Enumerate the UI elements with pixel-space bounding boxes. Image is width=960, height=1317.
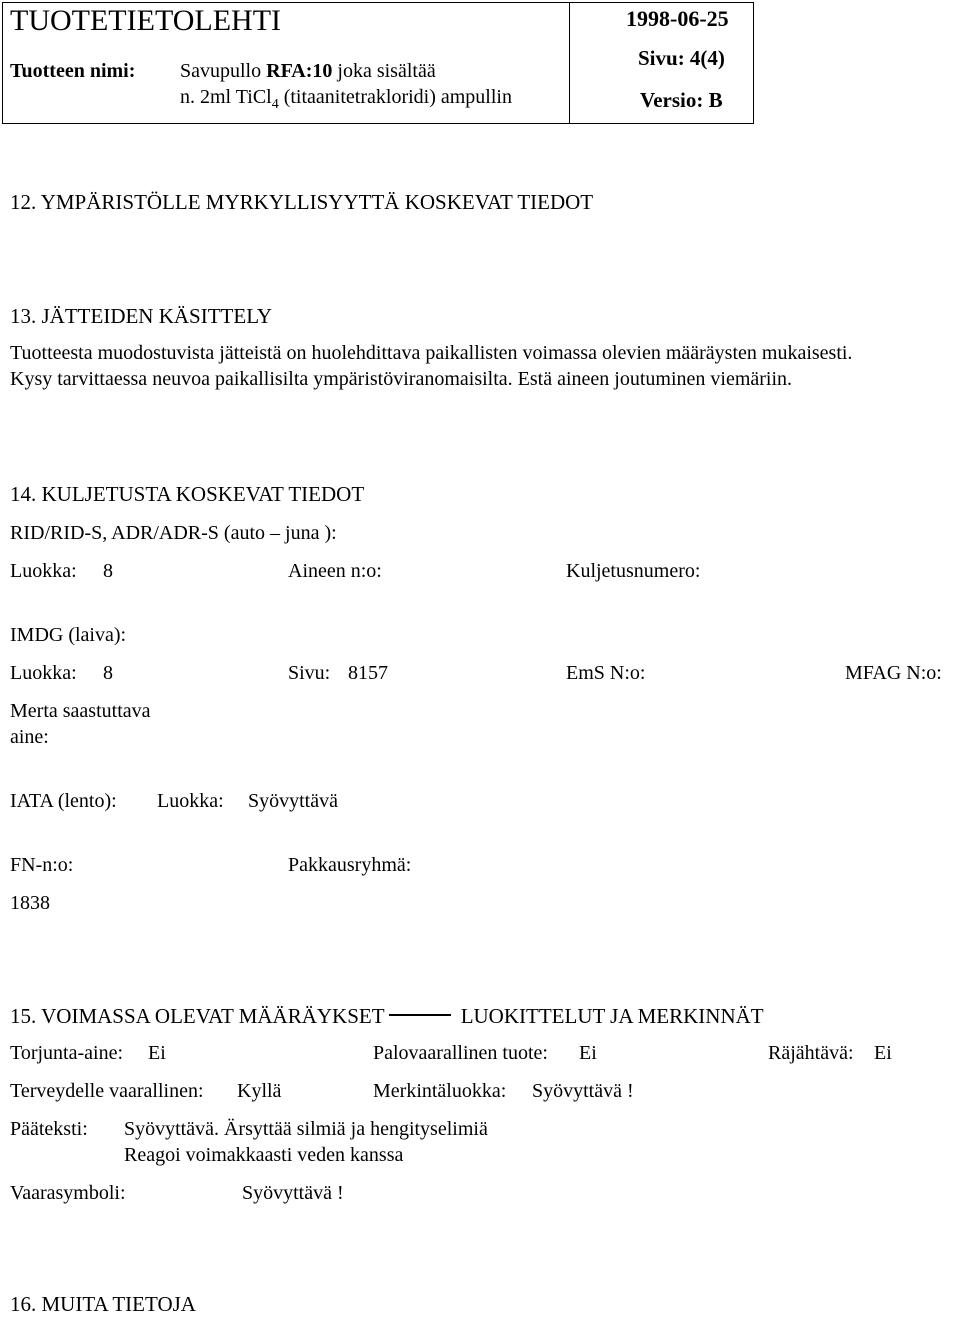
fn-number-value: 1838 [10,892,50,914]
marine-pollutant-label-2: aine: [10,726,49,748]
health-hazard-label: Terveydelle vaarallinen: [10,1080,204,1102]
document-title: TUOTETIETOLEHTI [10,4,282,37]
section-13-line2: Kysy tarvittaessa neuvoa paikallisilta ympäristöviranomaisilta. Estä aineen joutuminen viemäriin. [10,368,793,390]
main-text-line2: Reagoi voimakkaasti veden kanssa [124,1144,404,1166]
page-number: Sivu: 4(4) [638,46,725,70]
version-label: Versio: B [640,88,723,112]
section-16-heading: 16. MUITA TIETOJA [10,1292,196,1316]
flammable-value: Ei [579,1042,597,1064]
product-formula-sub: 4 [271,97,279,112]
product-name-label: Tuotteen nimi: [10,60,136,82]
rid-adr-label [10,522,337,545]
product-name-text: Savupullo [180,60,267,82]
document-date: 1998-06-25 [626,6,729,31]
section-15-heading-post: LUOKITTELUT JA MERKINNÄT [455,1004,764,1028]
section-15-heading [10,1004,764,1029]
explosive-value: Ei [874,1042,892,1064]
ems-number-label: EmS N:o: [566,662,646,684]
section-15-heading-pre: 15. VOIMASSA OLEVAT MÄÄRÄYKSET [10,1004,390,1028]
iata-class-value: Syövyttävä [248,790,338,812]
product-name-line1 [180,60,436,83]
rid-adr-juna: juna [285,522,320,544]
imdg-class-value: 8 [103,662,113,684]
marking-class-value: Syövyttävä ! [532,1080,634,1102]
pesticide-label: Torjunta-aine: [10,1042,123,1064]
section-12-heading: 12. YMPÄRISTÖLLE MYRKYLLISYYTTÄ KOSKEVAT TIEDOT [10,190,594,214]
mfag-number-label: MFAG N:o: [845,662,942,684]
header-divider [569,3,570,123]
iata-label: IATA (lento): [10,790,117,812]
transport-number-label: Kuljetusnumero: [566,560,701,582]
rid-class-label: Luokka: [10,560,77,582]
imdg-page-label: Sivu: [288,662,331,684]
marking-class-label: Merkintäluokka: [373,1080,507,1102]
product-formula-post: (titaanitetrakloridi) ampullin [278,86,512,108]
substance-number-label: Aineen n:o: [288,560,382,582]
product-code: RFA:10 [266,60,333,82]
rid-adr-dash: – [270,522,281,544]
rid-adr-text: RID/RID-S, ADR/ADR-S (auto [10,522,271,544]
section-13-heading: 13. JÄTTEIDEN KÄSITTELY [10,304,273,328]
imdg-label: IMDG (laiva): [10,624,127,646]
health-hazard-value: Kyllä [237,1080,282,1102]
product-name-line2 [180,86,512,113]
rid-class-value: 8 [103,560,113,582]
explosive-label: Räjähtävä: [768,1042,854,1064]
iata-class-label: Luokka: [157,790,224,812]
section-14-heading: 14. KULJETUSTA KOSKEVAT TIEDOT [10,482,365,506]
imdg-page-value: 8157 [348,662,388,684]
product-name-rest: joka sisältää [332,60,436,82]
packing-group-label: Pakkausryhmä: [288,854,412,876]
imdg-class-label: Luokka: [10,662,77,684]
main-text-line1: Syövyttävä. Ärsyttää silmiä ja hengityselimiä [124,1118,488,1140]
hazard-symbol-value: Syövyttävä ! [242,1182,344,1204]
fn-number-label: FN-n:o: [10,854,74,876]
section-13-line1: Tuotteesta muodostuvista jätteistä on huolehdittava paikallisten voimassa olevien määräysten mukaisesti. [10,342,853,364]
flammable-label: Palovaarallinen tuote: [373,1042,548,1064]
rid-adr-close: ): [319,522,337,544]
marine-pollutant-label-1: Merta saastuttava [10,700,151,722]
section-15-dash [389,1014,451,1016]
main-text-label: Pääteksti: [10,1118,88,1140]
pesticide-value: Ei [148,1042,166,1064]
product-formula-pre: n. 2ml TiCl [180,86,272,108]
hazard-symbol-label: Vaarasymboli: [10,1182,126,1204]
